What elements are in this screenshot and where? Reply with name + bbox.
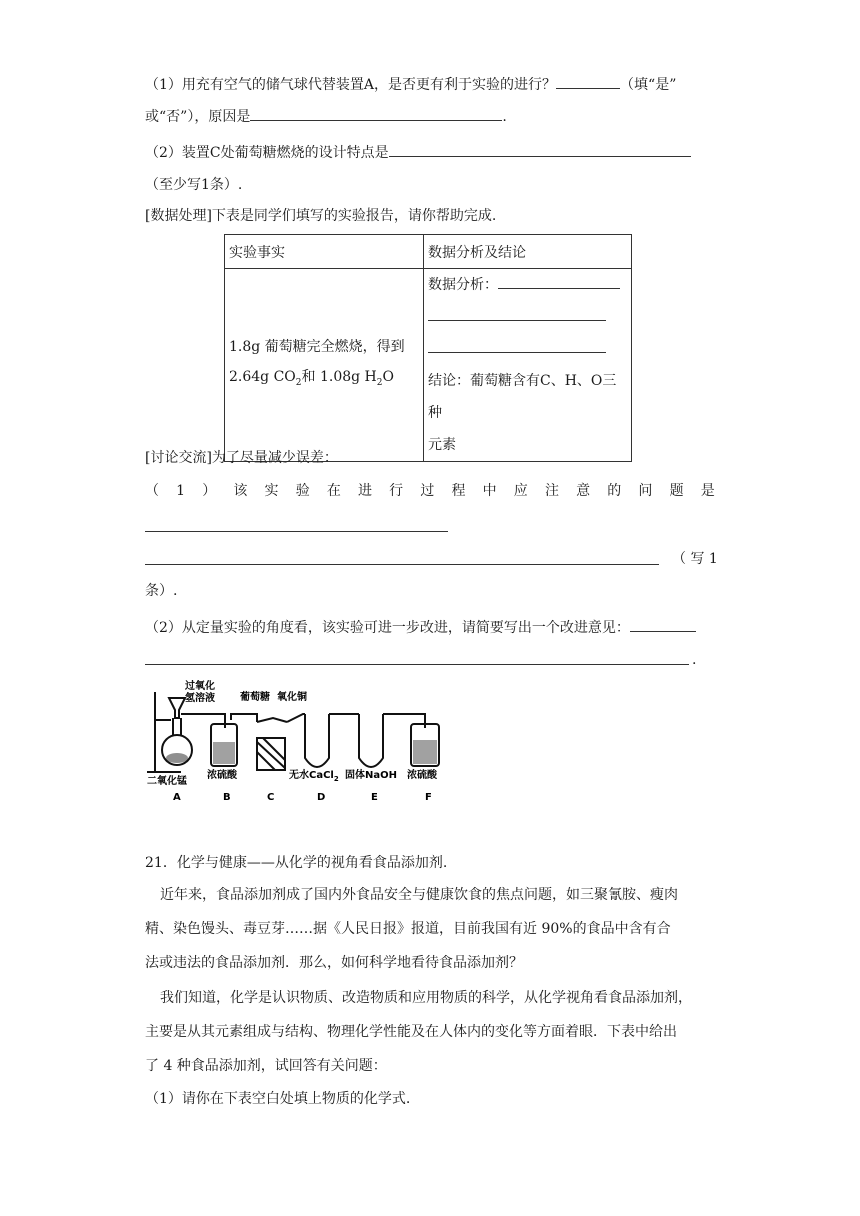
q1-char: 注: [544, 483, 559, 499]
discussion-q1: [145, 481, 715, 501]
answer-blank[interactable]: [556, 74, 620, 89]
discussion-heading: [讨论交流]为了尽量减少误差：: [145, 450, 338, 466]
q21-p2-line3: 了 4 种食品添加剂，试回答有关问题：: [145, 1058, 387, 1074]
fact-line1: 1.8g 葡萄糖完全燃烧，得到: [229, 339, 405, 356]
analysis-row: [428, 269, 627, 301]
q21-title: 21．化学与健康——从化学的视角看食品添加剂.: [145, 855, 448, 871]
discussion-q1-end: 条）.: [145, 583, 178, 599]
q1-char: 程: [451, 483, 466, 499]
discussion-q1-text: [145, 481, 715, 501]
answer-blank[interactable]: [498, 274, 620, 289]
answer-blank[interactable]: [250, 106, 502, 121]
label-glucose: 葡萄糖: [240, 692, 270, 703]
analysis-blank-row: [428, 333, 627, 365]
apparatus-letter-b: B: [223, 792, 231, 803]
q1-line2: [145, 106, 507, 127]
q1-char: （: [145, 483, 159, 499]
subscript: 2: [376, 377, 383, 388]
q1-reason-label: 或“否”），原因是: [145, 109, 251, 125]
q1-char: 问: [638, 483, 653, 499]
fact-h2o: 和 1.08g H: [301, 369, 377, 386]
q1-char: 行: [389, 483, 404, 499]
label-cacl2-text: 无水CaCl: [289, 770, 334, 781]
apparatus-letter-c: C: [267, 792, 275, 803]
q1-char: 该: [233, 483, 248, 499]
label-cacl2: [289, 768, 339, 783]
answer-blank[interactable]: [389, 142, 691, 157]
q1-part2-text: （2）装置C处葡萄糖燃烧的设计特点是: [145, 145, 389, 161]
conclusion-line1: 结论：葡萄糖含有C、H、O三种: [428, 373, 617, 421]
liquid-f: [413, 740, 437, 764]
q1-line4: （至少写1条）.: [145, 177, 243, 193]
q1-char: ）: [202, 483, 217, 499]
apparatus-diagram: [145, 680, 450, 804]
answer-blank[interactable]: [145, 664, 689, 665]
q1-hint: （填“是”: [620, 77, 677, 93]
fact-line2: [229, 362, 419, 398]
apparatus-letter-f: F: [425, 792, 432, 803]
q1-char: 应: [513, 483, 528, 499]
q1-line1: [145, 74, 676, 95]
analysis-label: 数据分析：: [428, 277, 498, 293]
answer-blank[interactable]: [428, 306, 606, 321]
mno2-solid: [166, 753, 188, 763]
conclusion-line2: 元素: [428, 437, 456, 453]
table-cell-facts: [225, 269, 424, 462]
answer-blank[interactable]: [145, 564, 659, 565]
answer-blank[interactable]: [630, 617, 696, 632]
tube-e-f: [383, 714, 425, 728]
label-h2so4-b: 浓硫酸: [207, 770, 237, 781]
apparatus-letter-d: D: [317, 792, 326, 803]
q21-p1-line1: 近年来，食品添加剂成了国内外食品安全与健康饮食的焦点问题，如三聚氰胺、瘦肉: [160, 887, 678, 903]
table-header-analysis: 数据分析及结论: [424, 235, 632, 269]
label-naoh: 固体NaOH: [345, 770, 397, 781]
table-cell-analysis: [424, 269, 632, 462]
q1-char: 过: [420, 483, 435, 499]
data-heading: [数据处理]下表是同学们填写的实验报告，请你帮助完成.: [145, 208, 497, 224]
q1-char: 意: [576, 483, 591, 499]
q1-char: 在: [326, 483, 341, 499]
apparatus-letter-e: E: [371, 792, 378, 803]
q1-text: （1）用充有空气的储气球代替装置A，是否更有利于实验的进行？: [145, 77, 557, 93]
period: .: [692, 652, 697, 668]
q1-line3: [145, 142, 691, 163]
tube-a-b: [181, 714, 225, 728]
label-cacl2-sub: 2: [333, 775, 339, 783]
q1-char: 实: [264, 483, 279, 499]
answer-blank[interactable]: [145, 531, 448, 532]
tube-b-c: [231, 714, 257, 722]
label-h2so4-f: 浓硫酸: [407, 770, 437, 781]
fact-co2: 2.64g CO: [229, 369, 296, 386]
table-header-facts: 实验事实: [225, 235, 424, 269]
period: .: [502, 109, 507, 125]
label-h2o2-2: 氢溶液: [185, 693, 215, 704]
u-tube-e: [359, 714, 383, 767]
q21-sub1: （1）请你在下表空白处填上物质的化学式.: [145, 1091, 411, 1107]
q1-char: 中: [482, 483, 497, 499]
q21-p2-line1: 我们知道，化学是认识物质、改造物质和应用物质的科学，从化学视角看食品添加剂，: [160, 990, 692, 1006]
q1-char: 进: [358, 483, 373, 499]
report-table: [224, 234, 632, 462]
q21-p1-line2: 精、染色馒头、毒豆芽……据《人民日报》报道，目前我国有近 90%的食品中含有合: [145, 921, 671, 937]
apparatus-letter-a: A: [173, 792, 181, 803]
q1-char: 的: [607, 483, 622, 499]
discussion-q2: [145, 617, 696, 638]
subscript: 2: [295, 377, 302, 388]
discussion-q1-tail: （ 写 1: [672, 551, 718, 567]
label-h2o2-1: 过氧化: [185, 681, 215, 692]
analysis-blank-row: [428, 301, 627, 333]
q21-p1-line3: 法或违法的食品添加剂．那么，如何科学地看待食品添加剂？: [145, 955, 523, 971]
q21-p2-line2: 主要是从其元素组成与结构、物理化学性能及在人体内的变化等方面着眼．下表中给出: [145, 1024, 677, 1040]
label-mno2: 二氧化锰: [147, 776, 187, 787]
u-tube-d: [305, 714, 329, 767]
q1-char: 1: [176, 483, 186, 499]
answer-blank[interactable]: [428, 338, 606, 353]
q1-char: 是: [700, 483, 715, 499]
q1-char: 验: [295, 483, 310, 499]
q1-char: 题: [669, 483, 684, 499]
liquid-b: [213, 742, 235, 764]
fact-o: O: [382, 369, 394, 386]
combustion-tube-c: [257, 718, 287, 722]
label-cuo: 氧化铜: [277, 692, 307, 703]
discussion-q2-text: （2）从定量实验的角度看，该实验可进一步改进，请简要写出一个改进意见：: [145, 620, 630, 636]
